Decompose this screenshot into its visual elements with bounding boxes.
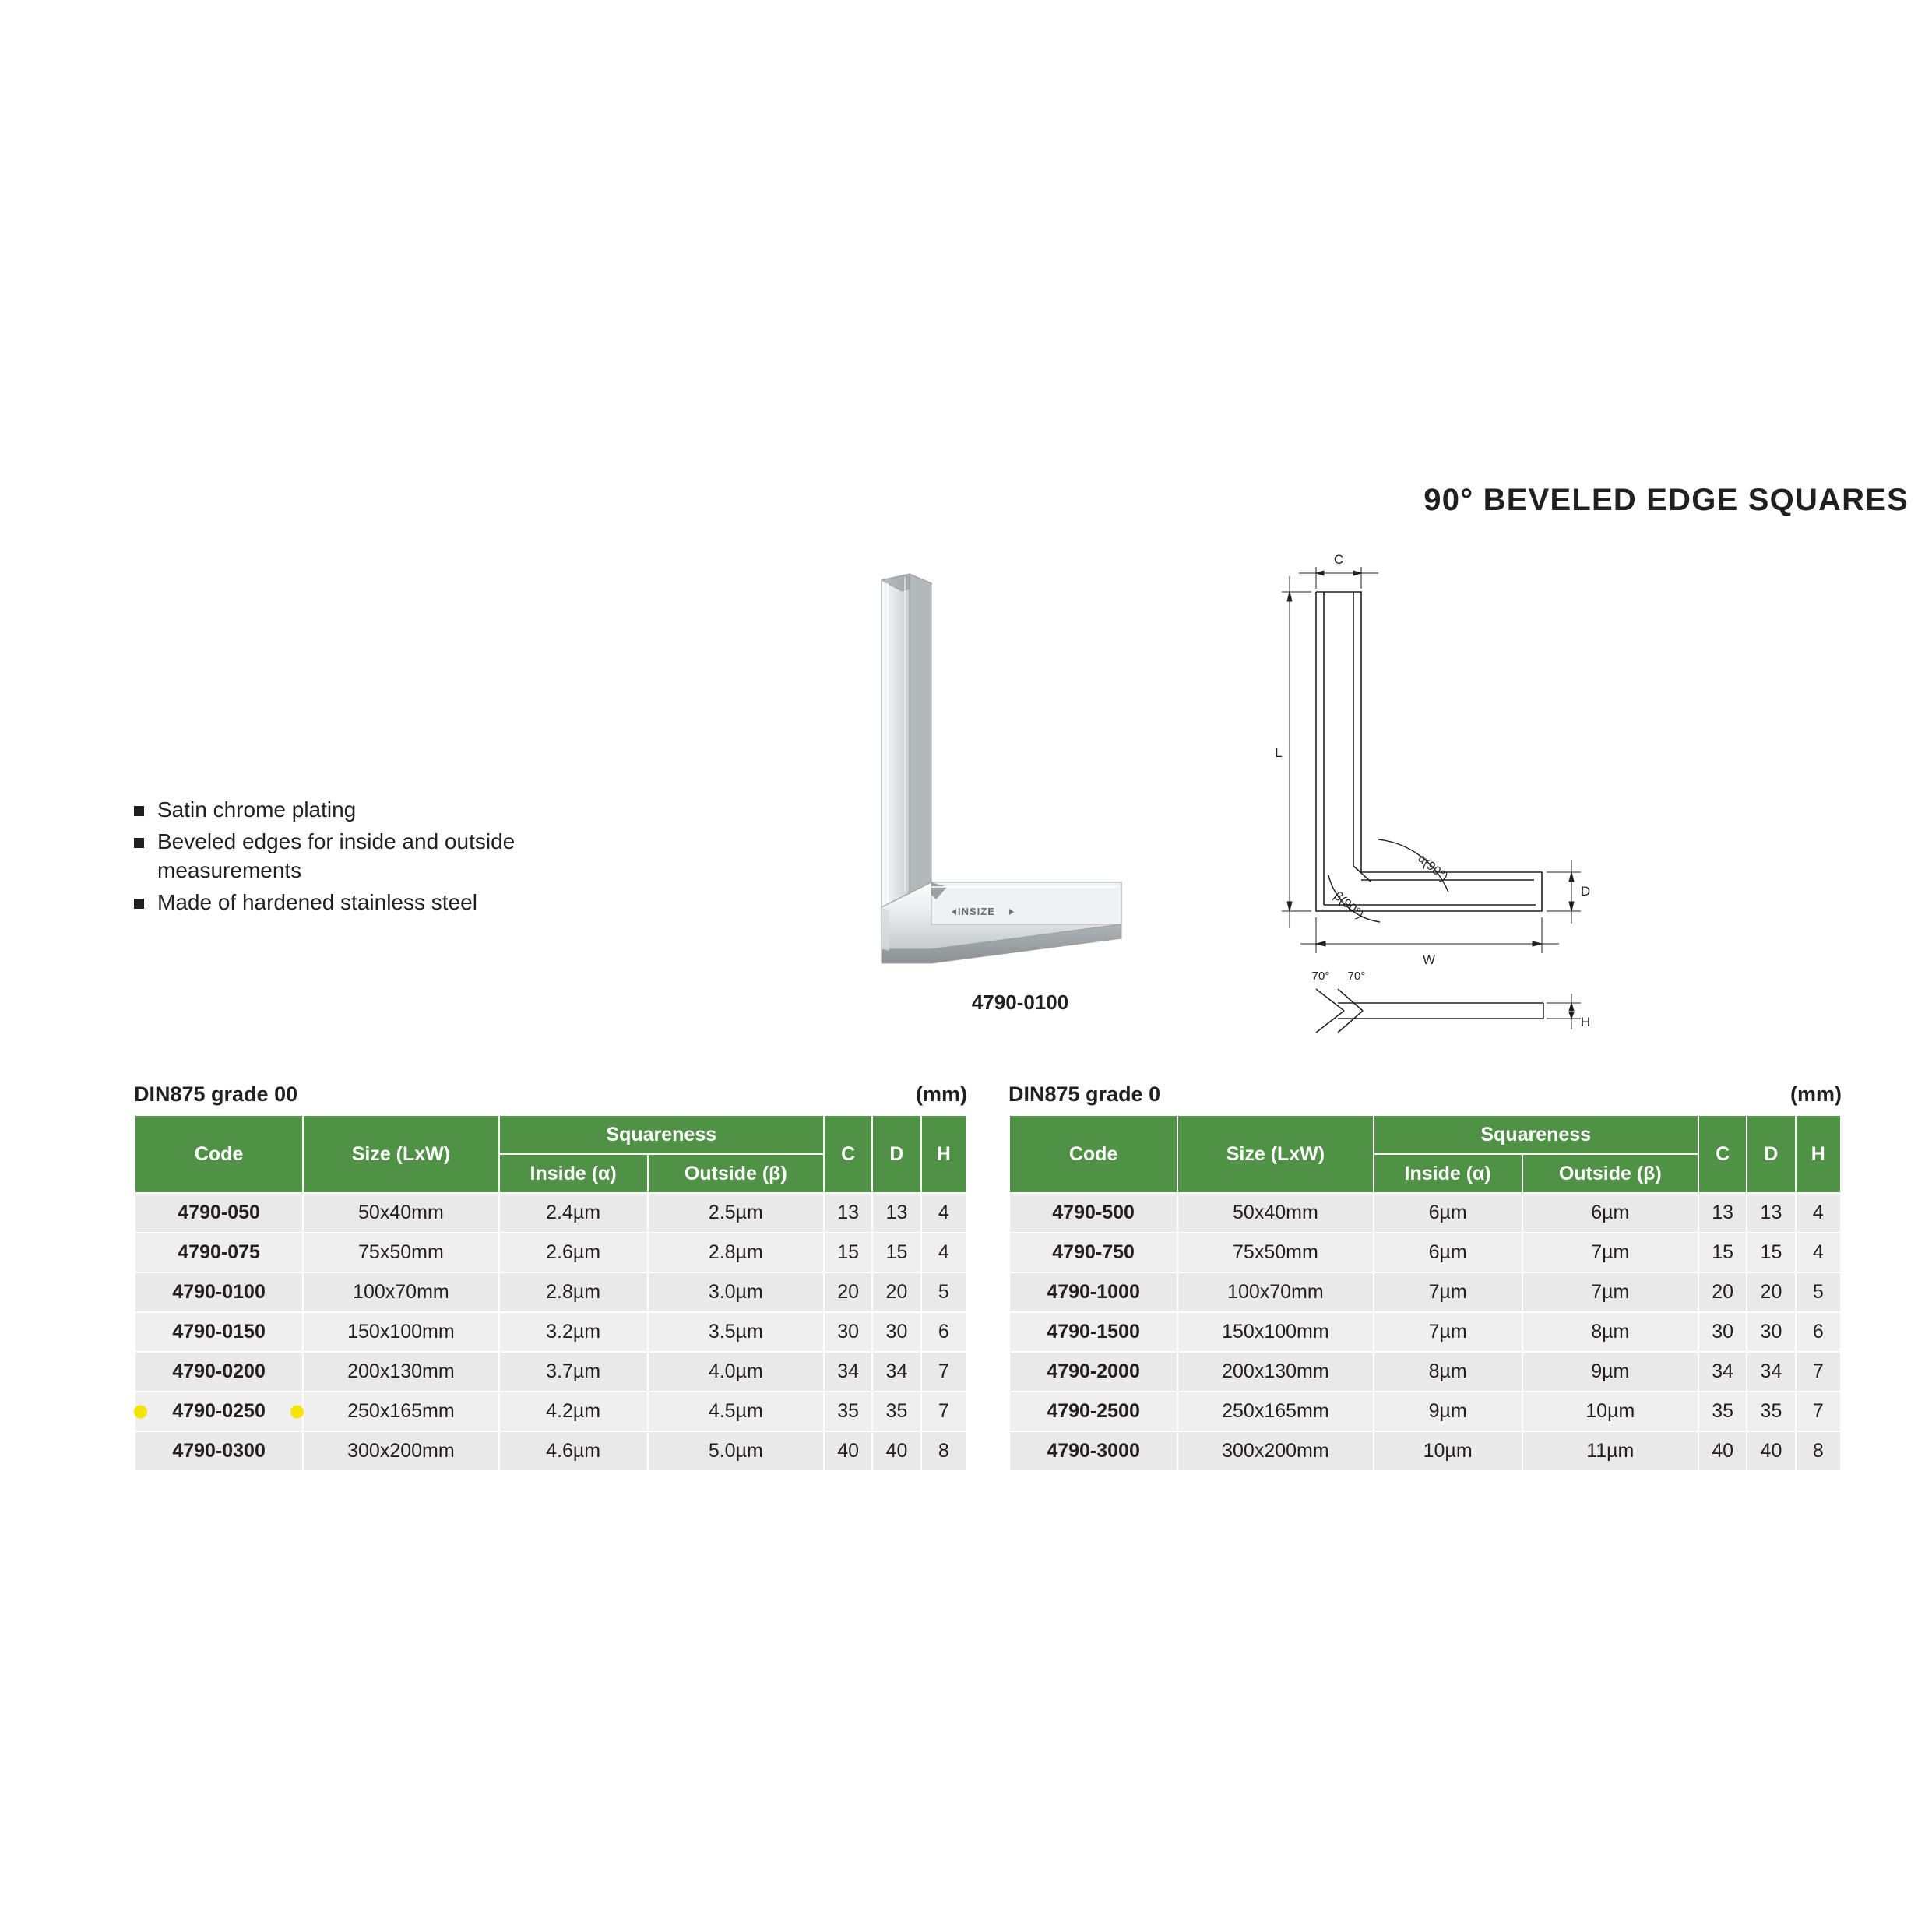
cell-inside: 3.2µm: [499, 1312, 648, 1352]
col-header-c: C: [824, 1115, 872, 1193]
cell-code: [135, 1392, 303, 1431]
list-item: [134, 889, 554, 917]
cell-inside: 7µm: [1374, 1272, 1522, 1312]
cell-c: 20: [824, 1272, 872, 1312]
cell-inside: 2.8µm: [499, 1272, 648, 1312]
spec-table-grade-0: [1008, 1082, 1842, 1472]
cell-size: 200x130mm: [303, 1352, 498, 1392]
cell-h: 6: [921, 1312, 966, 1352]
table-row[interactable]: [1009, 1312, 1841, 1352]
cell-inside: 7µm: [1374, 1312, 1522, 1352]
cell-size: 250x165mm: [303, 1392, 498, 1431]
cell-size: 250x165mm: [1177, 1392, 1373, 1431]
cell-inside: 10µm: [1374, 1431, 1522, 1471]
cell-size: 50x40mm: [1177, 1193, 1373, 1233]
table-row-highlighted[interactable]: [135, 1392, 966, 1431]
col-header-inside: Inside (α): [499, 1154, 648, 1193]
col-header-size: Size (LxW): [1177, 1115, 1373, 1193]
cell-outside: 3.0µm: [648, 1272, 824, 1312]
cell-outside: 9µm: [1522, 1352, 1698, 1392]
col-header-squareness: Squareness: [499, 1115, 824, 1154]
cell-inside: 6µm: [1374, 1193, 1522, 1233]
col-header-squareness: Squareness: [1374, 1115, 1698, 1154]
cell-c: 34: [824, 1352, 872, 1392]
table-row[interactable]: [135, 1352, 966, 1392]
col-header-code: Code: [1009, 1115, 1177, 1193]
table-row[interactable]: [135, 1431, 966, 1471]
cell-inside: 2.4µm: [499, 1193, 648, 1233]
table-unit: (mm): [1790, 1082, 1842, 1106]
cell-size: 150x100mm: [303, 1312, 498, 1352]
beveled-square-illustration: [864, 572, 1176, 977]
table-row[interactable]: [1009, 1431, 1841, 1471]
cell-d: 15: [1747, 1233, 1795, 1272]
table-row[interactable]: [1009, 1352, 1841, 1392]
cell-size: 50x40mm: [303, 1193, 498, 1233]
cell-outside: 7µm: [1522, 1272, 1698, 1312]
cell-c: 13: [824, 1193, 872, 1233]
technical-drawing: [1269, 545, 1643, 1059]
cell-h: 8: [921, 1431, 966, 1471]
cell-c: 35: [1698, 1392, 1747, 1431]
cell-code: 4790-0200: [135, 1352, 303, 1392]
table-row[interactable]: [1009, 1193, 1841, 1233]
list-item: [134, 796, 554, 825]
col-header-h: H: [1796, 1115, 1841, 1193]
cell-h: 4: [1796, 1193, 1841, 1233]
cell-h: 7: [1796, 1392, 1841, 1431]
table-header-row: [1009, 1115, 1841, 1154]
cell-outside: 11µm: [1522, 1431, 1698, 1471]
cell-outside: 4.0µm: [648, 1352, 824, 1392]
table-row[interactable]: [1009, 1233, 1841, 1272]
cell-d: 35: [1747, 1392, 1795, 1431]
table-row[interactable]: [135, 1193, 966, 1233]
list-item: [134, 828, 554, 885]
cell-c: 20: [1698, 1272, 1747, 1312]
product-photo: [864, 572, 1176, 977]
cell-inside: 8µm: [1374, 1352, 1522, 1392]
cell-size: 75x50mm: [303, 1233, 498, 1272]
table-title: DIN875 grade 0: [1008, 1082, 1161, 1106]
cell-outside: 7µm: [1522, 1233, 1698, 1272]
cell-code: 4790-0150: [135, 1312, 303, 1352]
col-header-c: C: [1698, 1115, 1747, 1193]
cell-code: 4790-0100: [135, 1272, 303, 1312]
cell-code: 4790-1000: [1009, 1272, 1177, 1312]
cell-outside: 2.5µm: [648, 1193, 824, 1233]
col-header-inside: Inside (α): [1374, 1154, 1522, 1193]
cell-code: 4790-500: [1009, 1193, 1177, 1233]
cell-size: 300x200mm: [303, 1431, 498, 1471]
cell-h: 4: [1796, 1233, 1841, 1272]
table-row[interactable]: [135, 1272, 966, 1312]
cell-h: 4: [921, 1233, 966, 1272]
cell-size: 100x70mm: [303, 1272, 498, 1312]
product-code-caption: 4790-0100: [971, 991, 1069, 1014]
table: [134, 1114, 967, 1472]
square-bullet-icon: [134, 899, 144, 909]
dim-label-l: L: [1275, 745, 1283, 760]
table-row[interactable]: [135, 1233, 966, 1272]
dim-label-beta: β(90°): [1331, 889, 1367, 922]
highlight-dot-icon: [290, 1405, 304, 1418]
cell-d: 20: [1747, 1272, 1795, 1312]
highlight-dot-icon: [134, 1405, 147, 1418]
cell-d: 34: [1747, 1352, 1795, 1392]
cell-size: 150x100mm: [1177, 1312, 1373, 1352]
table-row[interactable]: [1009, 1272, 1841, 1312]
page-title: 90° BEVELED EDGE SQUARES: [1423, 483, 1909, 517]
dim-label-angle-right: 70°: [1347, 970, 1366, 983]
cell-outside: 4.5µm: [648, 1392, 824, 1431]
table-row[interactable]: [135, 1312, 966, 1352]
cell-code: 4790-2000: [1009, 1352, 1177, 1392]
cell-code: 4790-050: [135, 1193, 303, 1233]
cell-outside: 10µm: [1522, 1392, 1698, 1431]
table-caption-row: [1008, 1082, 1842, 1107]
cell-size: 200x130mm: [1177, 1352, 1373, 1392]
cell-code: 4790-3000: [1009, 1431, 1177, 1471]
cell-size: 75x50mm: [1177, 1233, 1373, 1272]
table-row[interactable]: [1009, 1392, 1841, 1431]
cell-c: 15: [824, 1233, 872, 1272]
feature-list: [134, 796, 554, 920]
cell-h: 6: [1796, 1312, 1841, 1352]
feature-text: Made of hardened stainless steel: [157, 889, 477, 914]
cell-inside: 6µm: [1374, 1233, 1522, 1272]
cell-d: 35: [872, 1392, 920, 1431]
col-header-h: H: [921, 1115, 966, 1193]
dim-label-c: C: [1333, 552, 1344, 567]
dimension-diagram: [1269, 545, 1643, 1059]
cell-outside: 5.0µm: [648, 1431, 824, 1471]
dim-label-d: D: [1580, 884, 1591, 899]
cell-code: 4790-750: [1009, 1233, 1177, 1272]
col-header-outside: Outside (β): [648, 1154, 824, 1193]
table-header-row: [135, 1115, 966, 1154]
square-bullet-icon: [134, 838, 144, 848]
cell-d: 15: [872, 1233, 920, 1272]
cell-c: 30: [1698, 1312, 1747, 1352]
cell-outside: 3.5µm: [648, 1312, 824, 1352]
cell-c: 15: [1698, 1233, 1747, 1272]
cell-size: 300x200mm: [1177, 1431, 1373, 1471]
cell-h: 8: [1796, 1431, 1841, 1471]
cell-d: 30: [1747, 1312, 1795, 1352]
cell-c: 35: [824, 1392, 872, 1431]
cell-d: 40: [872, 1431, 920, 1471]
table: [1008, 1114, 1842, 1472]
cell-h: 5: [921, 1272, 966, 1312]
cell-c: 30: [824, 1312, 872, 1352]
cell-inside: 4.6µm: [499, 1431, 648, 1471]
cell-code-text: 4790-0250: [172, 1400, 266, 1422]
cell-code: 4790-075: [135, 1233, 303, 1272]
col-header-outside: Outside (β): [1522, 1154, 1698, 1193]
cell-size: 100x70mm: [1177, 1272, 1373, 1312]
cell-d: 40: [1747, 1431, 1795, 1471]
cell-h: 7: [921, 1392, 966, 1431]
cell-h: 7: [921, 1352, 966, 1392]
cell-d: 13: [1747, 1193, 1795, 1233]
cell-inside: 2.6µm: [499, 1233, 648, 1272]
cell-d: 13: [872, 1193, 920, 1233]
dim-label-angle-left: 70°: [1311, 970, 1330, 983]
cell-c: 40: [1698, 1431, 1747, 1471]
dim-label-alpha: α(90°): [1415, 852, 1451, 885]
cell-outside: 6µm: [1522, 1193, 1698, 1233]
cell-h: 5: [1796, 1272, 1841, 1312]
dim-label-w: W: [1422, 952, 1436, 967]
dim-label-h: H: [1580, 1015, 1591, 1029]
feature-text: Beveled edges for inside and outside measurements: [157, 829, 516, 882]
cell-d: 34: [872, 1352, 920, 1392]
cell-c: 34: [1698, 1352, 1747, 1392]
col-header-d: D: [872, 1115, 920, 1193]
cell-inside: 9µm: [1374, 1392, 1522, 1431]
cell-c: 13: [1698, 1193, 1747, 1233]
brand-label: INSIZE: [958, 906, 995, 917]
cell-inside: 3.7µm: [499, 1352, 648, 1392]
table-caption-row: [134, 1082, 967, 1107]
cell-code: 4790-0300: [135, 1431, 303, 1471]
cell-code: 4790-1500: [1009, 1312, 1177, 1352]
cell-d: 30: [872, 1312, 920, 1352]
cell-outside: 2.8µm: [648, 1233, 824, 1272]
col-header-code: Code: [135, 1115, 303, 1193]
table-title: DIN875 grade 00: [134, 1082, 298, 1106]
spec-table-grade-00: [134, 1082, 967, 1472]
cell-h: 4: [921, 1193, 966, 1233]
table-unit: (mm): [916, 1082, 967, 1106]
feature-text: Satin chrome plating: [157, 797, 357, 822]
cell-code: 4790-2500: [1009, 1392, 1177, 1431]
cell-d: 20: [872, 1272, 920, 1312]
cell-h: 7: [1796, 1352, 1841, 1392]
col-header-d: D: [1747, 1115, 1795, 1193]
cell-outside: 8µm: [1522, 1312, 1698, 1352]
cell-inside: 4.2µm: [499, 1392, 648, 1431]
col-header-size: Size (LxW): [303, 1115, 498, 1193]
cell-c: 40: [824, 1431, 872, 1471]
square-bullet-icon: [134, 806, 144, 816]
